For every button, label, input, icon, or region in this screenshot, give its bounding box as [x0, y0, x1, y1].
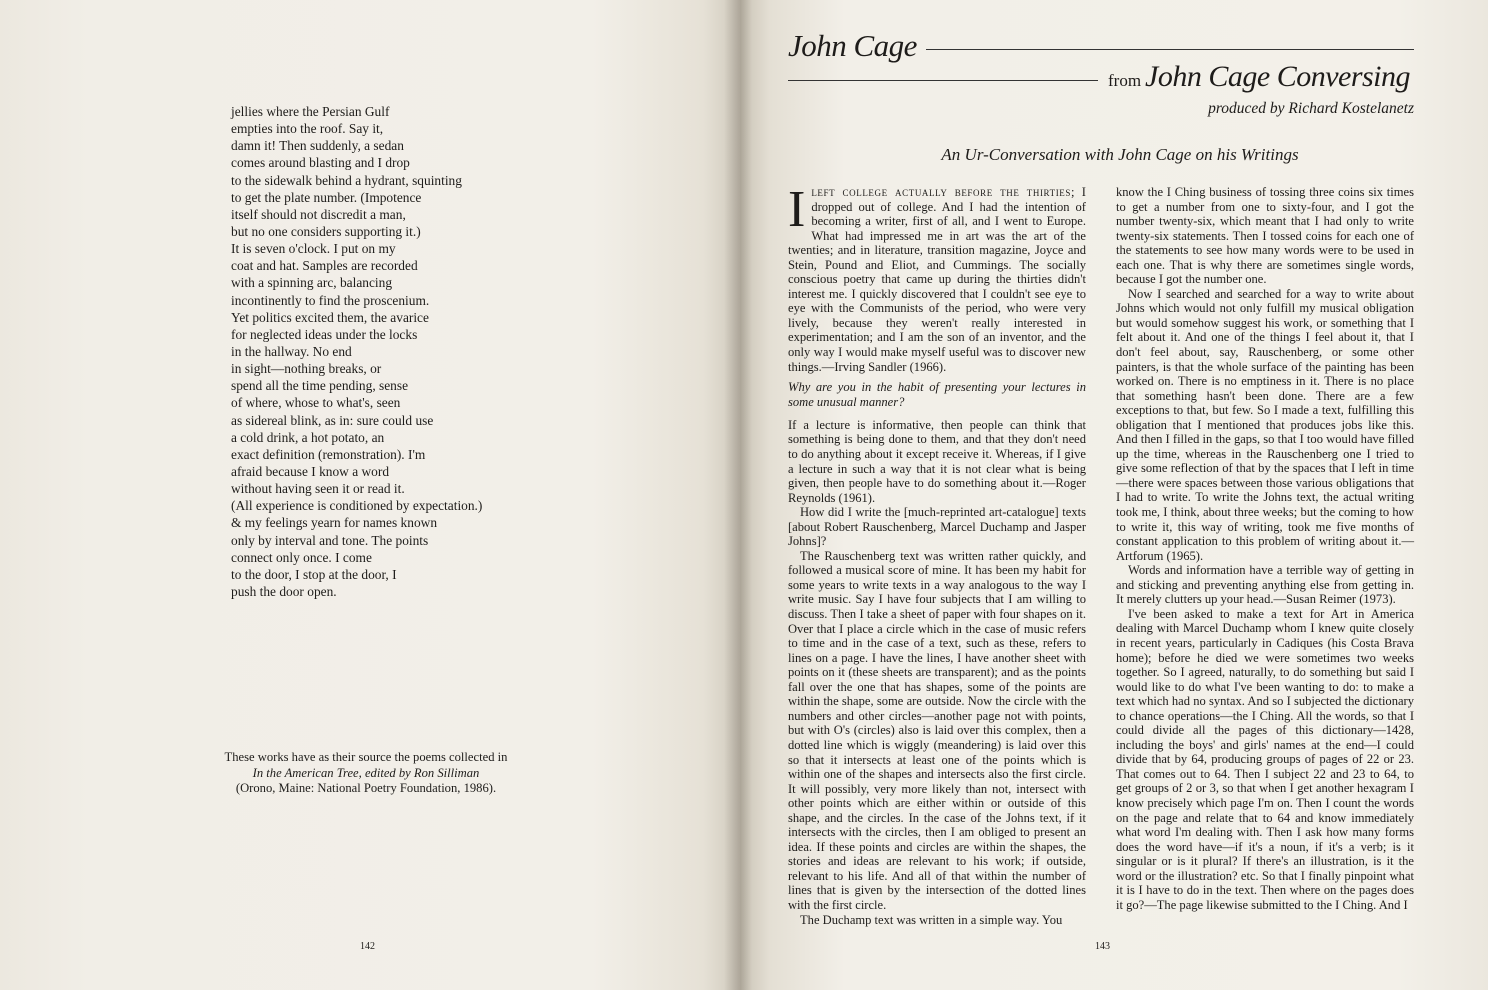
- header-rule-top: [926, 49, 1414, 50]
- paragraph: [788, 181, 1086, 374]
- poem-line: to the sidewalk behind a hydrant, squinting: [231, 172, 462, 188]
- source-note: [210, 750, 522, 797]
- article-subtitle: An Ur-Conversation with John Cage on his Writings: [941, 145, 1299, 164]
- source-note-line-1: These works have as their source the poems collected in: [224, 750, 508, 764]
- poem-line: afraid because I know a word: [231, 463, 390, 479]
- small-caps-opening: left college actually before the thirties;: [811, 185, 1076, 199]
- paragraph: The Rauschenberg text was written rather quickly, and followed a musical score of mine. It has been my habit for some years to write texts in a way analogous to the way I write music. Say I have four subjects that I am willing to discuss. Then I take a sheet of paper with four shapes on it. Over that I place a circle which in the case of music refers to time and in the case of a text, such as these, refers to lines on a page. I have the lines, I have another sheet with points on it (these sheets are transparent); and as the points fall over the one that has shapes, some of the points are within the shape, some are outside. Now the circle with the numbers and other circles—another page not with points, but with O's (circles) also is laid over this complex, then a dotted line which is wiggly (meandering) is laid over this so that it intersects at least one of the points which is within one of the shapes and intersects also the first circle. It will possibly, very more likely than not, intersect with other points which are either within or outside of this shape, and the circles. In the case of the Johns text, if it intersects with the circles, then I am obliged to present an idea. If these points and circles are within the shapes, the stories and ideas are relevant to his work; if outside, relevant to his life. And all of that within the number of lines that is given by the intersection of the dotted lines with the first circle.: [788, 548, 1086, 912]
- poem-body: [231, 103, 561, 600]
- poem-line: Yet politics excited them, the avarice: [231, 309, 429, 325]
- poem-line: a cold drink, a hot potato, an: [231, 429, 385, 445]
- poem-line: to get the plate number. (Impotence: [231, 189, 422, 205]
- paragraph: If a lecture is informative, then people can think that something is being done to them, and that they don't need to do anything about it except receive it. Whereas, if I give a lecture in such a way that it is not clear what is being given, then people have to do something about it.—Roger Reynolds (1961).: [788, 417, 1086, 505]
- source-note-line-3: (Orono, Maine: National Poetry Foundation, 1986).: [235, 781, 497, 796]
- paragraph: I've been asked to make a text for Art in America dealing with Marcel Duchamp whom I knew quite closely in recent years, particularly in Cadiques (his Costa Brava home); before he died we were sometimes two weeks together. So I agreed, naturally, to do something but said I would like to do what I've been wanting to do: to make a text which had no syntax. And so I subjected the dictionary to chance operations—the I Ching. All the words, so that I could divide all the pages of this dictionary—1428, including the boys' and girls' names at the end—I could divide that by 64, producing groups of pages of 22 or 23. That comes out to 64. Then I subject 22 and 23 to 64, to get groups of 2 or 3, so that when I get another hexagram I know precisely which page I'm on. Then I count the words on the page and relate that to 64 and know immediately what word I'm dealing with. Then I ask how many forms does the word have—if it's a noun, if it's a verb; is it singular or is it plural? If there's an illustration, is it the word or the illustration? etc. So that I finally pinpoint what it is I have to do in the text. Then where on the pages does it go?—The page likewise submitted to the I Ching. And I: [1116, 606, 1414, 912]
- poem-line: coat and hat. Samples are recorded: [231, 258, 418, 274]
- poem-line: push the door open.: [231, 583, 337, 599]
- poem-line: jellies where the Persian Gulf: [231, 104, 390, 119]
- author-heading: John Cage: [788, 28, 917, 63]
- source-note-line-2: In the American Tree, edited by Ron Silliman: [252, 765, 480, 780]
- poem-line: with a spinning arc, balancing: [231, 275, 393, 291]
- work-title-line: [1108, 60, 1410, 94]
- book-gutter: [724, 0, 752, 990]
- poem-line: spend all the time pending, sense: [231, 378, 409, 394]
- interview-question: Why are you in the habit of presenting your lectures in some unusual manner?: [788, 380, 1086, 409]
- right-page: [740, 0, 1488, 990]
- poem-line: incontinently to find the proscenium.: [231, 292, 430, 308]
- left-page: [0, 0, 740, 990]
- poem-line: empties into the roof. Say it,: [231, 121, 384, 137]
- poem-line: to the door, I stop at the door, I: [231, 566, 397, 582]
- paragraph: know the I Ching business of tossing three coins six times to get a number from one to sixty-four, and I got the number twenty-six, which meant that I had only to write twenty-six statements. Then I tossed coins for each one of the statements to see how many words were to be used in each one. That is why there are sometimes single words, because I got the number one.: [1116, 185, 1414, 287]
- poem-line: for neglected ideas under the locks: [231, 326, 418, 342]
- page-number-left: 142: [360, 941, 375, 952]
- poem-line: of where, whose to what's, seen: [231, 395, 401, 411]
- producer-credit: produced by Richard Kostelanetz: [1208, 100, 1414, 117]
- poem-line: comes around blasting and I drop: [231, 155, 410, 171]
- poem-line: exact definition (remonstration). I'm: [231, 446, 426, 462]
- work-title: John Cage Conversing: [1145, 60, 1411, 93]
- poem-line: It is seven o'clock. I put on my: [231, 241, 396, 257]
- poem-line: & my feelings yearn for names known: [231, 515, 438, 531]
- poem-line: as sidereal blink, as in: sure could use: [231, 412, 434, 428]
- poem-line: connect only once. I come: [231, 549, 372, 565]
- from-word: from: [1108, 71, 1142, 90]
- text-column-right: [1116, 185, 1414, 912]
- paragraph: Now I searched and searched for a way to write about Johns which would not only fulfill my musical obligation but would somehow suggest his work, or something that I felt about it. And one of the things I feel about it, that I don't feel about, say, Rauschenberg, or some other painters, is that the whole surface of the painting has been worked on. There is no emptiness in it. There is no place that something hasn't been done. There are a few exceptions to that, but few. So I made a text, fulfilling this obligation that I mentioned that produces jobs like this. And then I filled in the gaps, so that I too would have filled up the time, whereas in the Rauschenberg one I tried to give some reflection of that by the spaces that I left in time—there were spaces between those various obligations that I had to write. To write the Johns text, the actual writing took me, I think, about three weeks; but the coming to how to write it, this way of writing, took me five months of constant application to this problem of writing about it.—Artforum (1965).: [1116, 286, 1414, 563]
- paragraph: How did I write the [much-reprinted art-catalogue] texts [about Robert Rauschenberg, Marcel Duchamp and Jasper Johns]?: [788, 505, 1086, 549]
- paragraph: Words and information have a terrible way of getting in and sticking and preventing anything else from getting in. It merely clutters up your head.—Susan Reimer (1973).: [1116, 563, 1414, 607]
- drop-cap: I: [788, 181, 806, 238]
- poem-line: in sight—nothing breaks, or: [231, 361, 382, 377]
- poem-line: only by interval and tone. The points: [231, 532, 429, 548]
- poem-line: (All experience is conditioned by expectation.): [231, 498, 483, 514]
- text-column-left: [788, 181, 1086, 927]
- poem-line: itself should not discredit a man,: [231, 206, 406, 222]
- poem-line: damn it! Then suddenly, a sedan: [231, 138, 404, 154]
- paragraph-text: I dropped out of college. And I had the intention of becoming a writer, first of all, and I went to Europe. What had impressed me in art was the art of the twenties; and in literature, transition magazine, Joyce and Stein, Pound and Eliot, and Cummings. The socially conscious poetry that came up during the thirties didn't interest me. I quickly discovered that I couldn't see eye to eye with the Communists of the period, who were very lively, because they weren't really interested in experimentation; and I am the son of an inventor, and the only way I would make myself useful was to discover new things.—Irving Sandler (1966).: [788, 185, 1086, 374]
- header-rule-middle: [788, 80, 1098, 81]
- poem-line: but no one considers supporting it.): [231, 223, 421, 239]
- poem-line: without having seen it or read it.: [231, 481, 405, 497]
- page-number-right: 143: [1095, 941, 1110, 952]
- paragraph: The Duchamp text was written in a simple way. You: [800, 912, 1063, 927]
- poem-line: in the hallway. No end: [231, 343, 352, 359]
